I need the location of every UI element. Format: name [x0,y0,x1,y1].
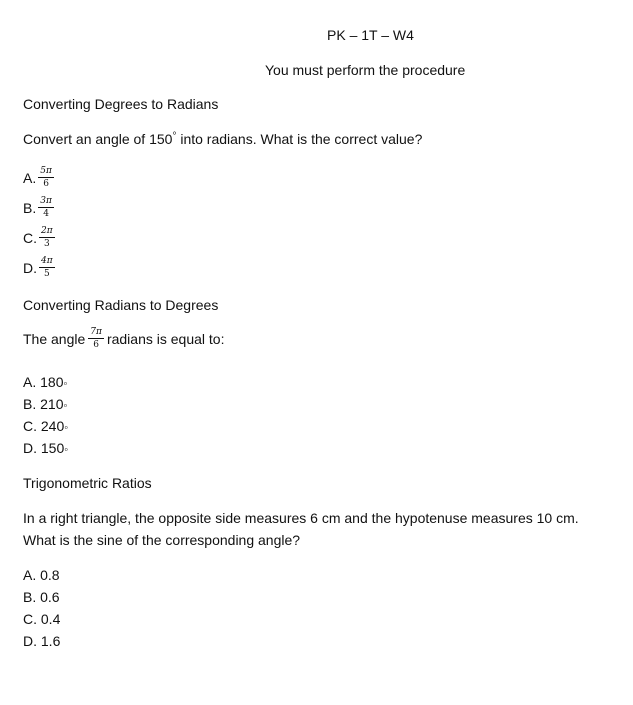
q2-option-a[interactable]: A. 180◦ [23,374,68,390]
section-title-trigonometric-ratios: Trigonometric Ratios [23,475,152,491]
degree-symbol: ° [172,131,177,142]
option-letter: D. [23,259,37,276]
q3-option-d[interactable]: D. 1.6 [23,633,61,649]
question-2-text-before: The angle [23,330,86,347]
q3-option-b[interactable]: B. 0.6 [23,589,60,605]
question-2 [23,327,224,350]
q1-option-c[interactable] [23,226,55,249]
question-1-text-before: Convert an angle of 150 [23,131,173,147]
q1-option-b[interactable] [23,196,54,219]
option-letter: A. [23,169,37,186]
q3-option-c[interactable]: C. 0.4 [23,611,61,627]
option-fraction: $\frac{5\pi}{6}$ [40,166,52,189]
option-fraction: $\frac{2\pi}{3}$ [41,226,53,249]
instruction-text: You must perform the procedure [265,62,466,78]
question-2-fraction: $\frac{7\pi}{6}$ [90,327,102,350]
q2-option-b[interactable]: B. 210◦ [23,396,68,412]
document-code: PK – 1T – W4 [327,27,414,43]
question-3-line-2: What is the sine of the corresponding angle? [23,532,301,548]
question-3-line-1: In a right triangle, the opposite side measures 6 cm and the hypotenuse measures 10 cm. [23,510,579,526]
option-fraction: $\frac{3\pi}{4}$ [40,196,52,219]
q2-option-c[interactable]: C. 240◦ [23,418,69,434]
question-1-text-after: into radians. What is the correct value? [176,131,423,147]
section-title-radians-to-degrees: Converting Radians to Degrees [23,297,219,313]
option-letter: B. [23,199,37,216]
question-1 [23,131,422,147]
q3-option-a[interactable]: A. 0.8 [23,567,60,583]
option-letter: C. [23,229,37,246]
q2-option-d[interactable]: D. 150◦ [23,440,69,456]
section-title-degrees-to-radians: Converting Degrees to Radians [23,96,219,112]
option-fraction: $\frac{4\pi}{5}$ [41,256,53,279]
q1-option-d[interactable] [23,256,55,279]
q1-option-a[interactable] [23,166,54,189]
question-2-text-after: radians is equal to: [106,330,225,347]
